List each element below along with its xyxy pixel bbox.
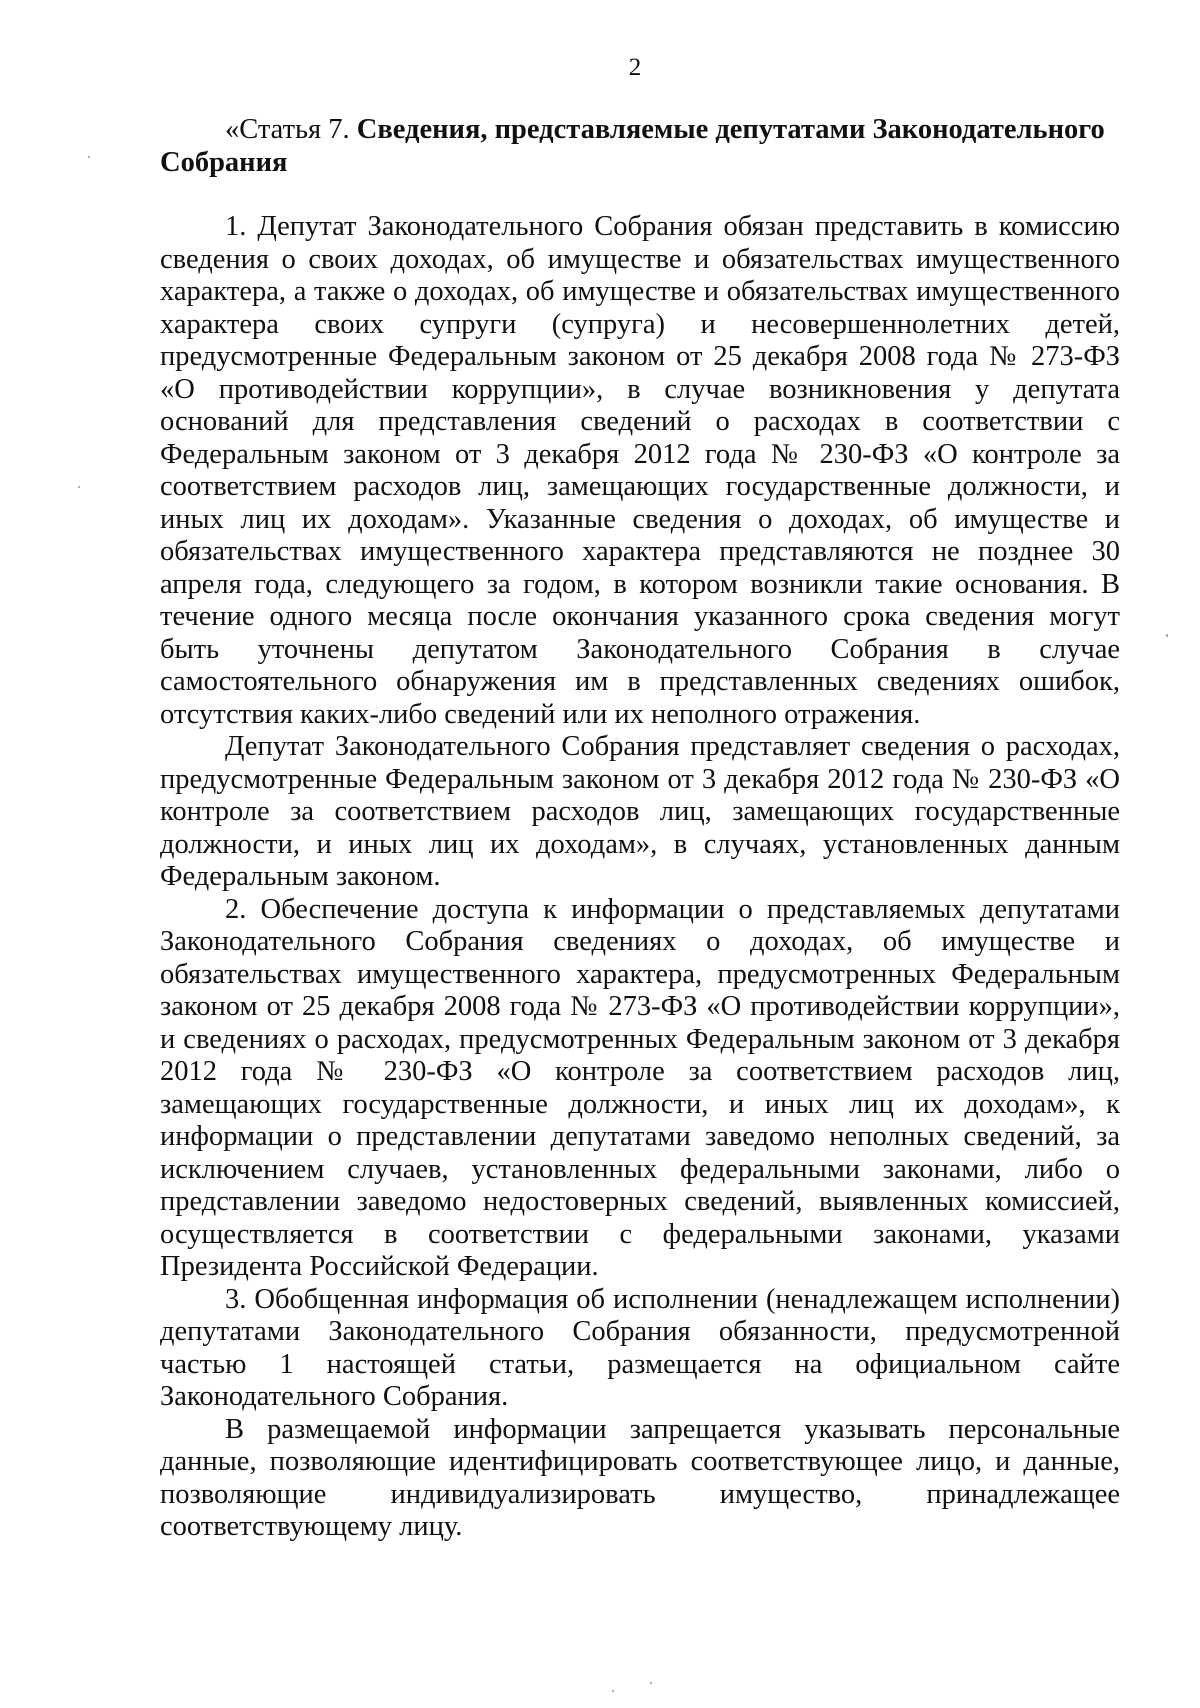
scan-speck [612, 1690, 614, 1692]
scan-speck [650, 1682, 652, 1684]
paragraph-5: В размещаемой информации запрещается указывать персональные данные, позволяющие идентифицировать соответствующее лицо, и данные, позволяющие индивидуализировать имущество, принадлежащее соответствующему лицу. [160, 1413, 1120, 1542]
article-heading [160, 114, 1120, 179]
scan-speck [78, 486, 80, 488]
scan-speck [88, 156, 90, 158]
paragraph-4: 3. Обобщенная информация об исполнении (ненадлежащем исполнении) депутатами Законодательного Собрания обязанности, предусмотренной частью 1 настоящей статьи, размещается на официальном сайте Законодательного Собрания. [160, 1283, 1120, 1412]
paragraph-2: Депутат Законодательного Собрания представляет сведения о расходах, предусмотренные Федеральным законом от 3 декабря 2012 года № 230-ФЗ «О контроле за соответствием расходов лиц, замещающих государственные должности, и иных лиц их доходам», в случаях, установленных данным Федеральным законом. [160, 731, 1120, 892]
paragraph-3: 2. Обеспечение доступа к информации о представляемых депутатами Законодательного Собрания сведениях о доходах, об имуществе и обязательствах имущественного характера, предусмотренных Федеральным законом от 25 декабря 2008 года № 273-ФЗ «О противодействии коррупции», и сведениях о расходах, предусмотренных Федеральным законом от 3 декабря 2012 года № 230-ФЗ «О контроле за соответствием расходов лиц, замещающих государственные должности, и иных лиц их доходам», к информации о представлении депутатами заведомо неполных сведений, за исключением случаев, установленных федеральными законами, либо о представлении заведомо недостоверных сведений, выявленных комиссией, осуществляется в соответствии с федеральными законами, указами Президента Российской Федерации. [160, 893, 1120, 1282]
article-title: Сведения, представляемые депутатами Законодательного Собрания [160, 114, 1105, 178]
article-prefix: «Статья 7. [225, 114, 357, 145]
article-body [160, 114, 1120, 1544]
paragraph-1: 1. Депутат Законодательного Собрания обязан представить в комиссию сведения о своих доходах, об имуществе и обязательствах имущественного характера, а также о доходах, об имуществе и обязательствах имущественного характера своих супруги (супруга) и несовершеннолетних детей, предусмотренные Федеральным законом от 25 декабря 2008 года № 273-ФЗ «О противодействии коррупции», в случае возникновения у депутата оснований для представления сведений о расходах в соответствии с Федеральным законом от 3 декабря 2012 года № 230-ФЗ «О контроле за соответствием расходов лиц, замещающих государственные должности, и иных лиц их доходам». Указанные сведения о доходах, об имуществе и обязательствах имущественного характера представляются не позднее 30 апреля года, следующего за годом, в котором возникли такие основания. В течение одного месяца после окончания указанного срока сведения могут быть уточнены депутатом Законодательного Собрания в случае самостоятельного обнаружения им в представленных сведениях ошибок, отсутствия каких-либо сведений или их неполного отражения. [160, 211, 1120, 730]
page-number: 2 [628, 54, 642, 81]
scan-speck [1166, 634, 1168, 637]
